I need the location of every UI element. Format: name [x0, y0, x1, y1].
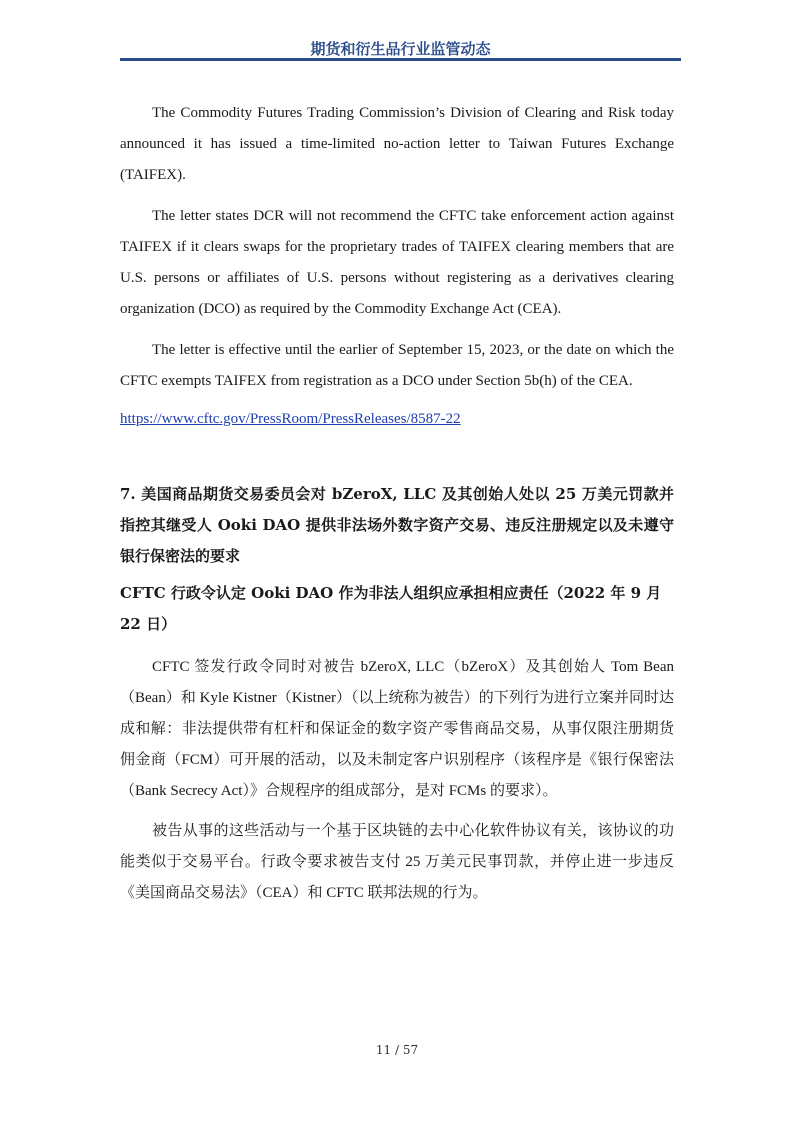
source-link[interactable]: https://www.cftc.gov/PressRoom/PressReleases/8587-22: [120, 411, 461, 427]
paragraph-en-2: The letter states DCR will not recommend the CFTC take enforcement action against TAIFEX if it clears swaps for the proprietary trades of TAIFEX clearing members that are U.S. persons or affiliates of U.S. persons without registering as a derivatives clearing organization (DCO) as required by the Commodity Exchange Act (CEA).: [120, 208, 674, 317]
header-rule: [120, 58, 681, 61]
page-header-title: 期货和衍生品行业监管动态: [310, 40, 491, 58]
page-number: 11 / 57: [375, 1043, 419, 1057]
section-heading: 7. 美国商品期货交易委员会对 bZeroX, LLC 及其创始人处以 25 万美元罚款并指控其继受人 Ooki DAO 提供非法场外数字资产交易、违反注册规定以及未遵守银行保密法的要求: [120, 485, 674, 565]
paragraph-cn-1: CFTC 签发行政令同时对被告 bZeroX, LLC（bZeroX）及其创始人 Tom Bean（Bean）和 Kyle Kistner（Kistner）（以上统称为被告）的下列行为进行立案并同时达成和解：非法提供带有杠杆和保证金的数字资产零售商品交易，从事仅限注册期货佣金商（FCM）可开展的活动，以及未制定客户识别程序（该程序是《银行保密法（Bank Secrecy Act）》合规程序的组成部分，是对 FCMs 的要求）。: [120, 659, 674, 799]
paragraph-en-1: The Commodity Futures Trading Commission’s Division of Clearing and Risk today announced it has issued a time-limited no-action letter to Taiwan Futures Exchange (TAIFEX).: [120, 105, 674, 183]
paragraph-cn-2: 被告从事的这些活动与一个基于区块链的去中心化软件协议有关，该协议的功能类似于交易平台。行政令要求被告支付 25 万美元民事罚款，并停止进一步违反《美国商品交易法》（CEA）和 CFTC 联邦法规的行为。: [120, 823, 674, 901]
document-body: [120, 98, 674, 918]
paragraph-en-3: The letter is effective until the earlier of September 15, 2023, or the date on which the CFTC exempts TAIFEX from registration as a DCO under Section 5b(h) of the CEA.: [120, 342, 674, 389]
section-subheading: CFTC 行政令认定 Ooki DAO 作为非法人组织应承担相应责任（2022 年 9 月 22 日）: [120, 584, 662, 633]
